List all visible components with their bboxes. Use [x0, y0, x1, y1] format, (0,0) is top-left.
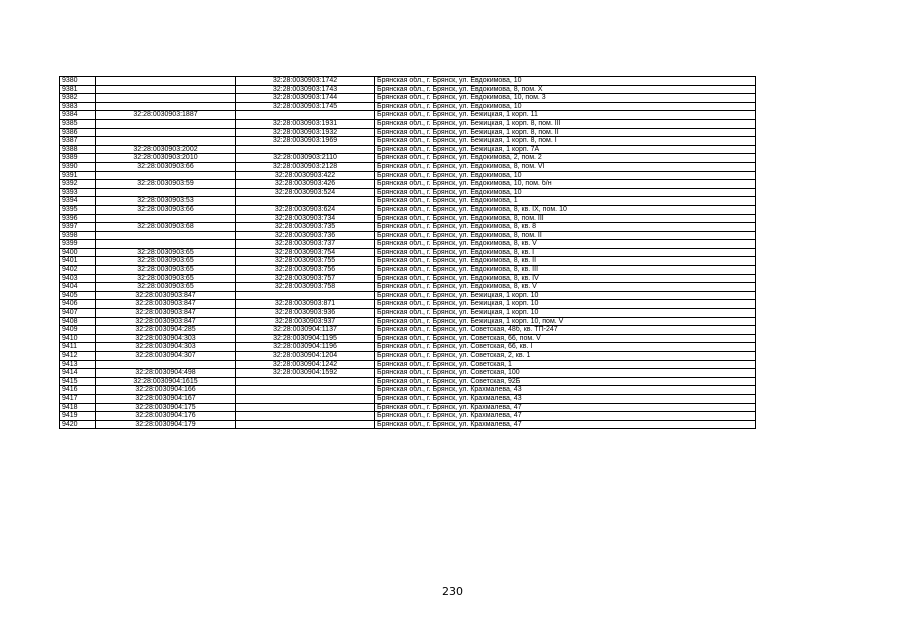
- table-row: [60, 77, 756, 86]
- row-number-cell: 9386: [60, 128, 96, 137]
- cadastral-number-cell: 32:28:0030903:2110: [236, 154, 375, 163]
- row-number-cell: 9408: [60, 317, 96, 326]
- parent-cadastral-number-cell: 32:28:0030903:2002: [96, 145, 236, 154]
- parent-cadastral-number-cell: 32:28:0030904:1615: [96, 377, 236, 386]
- table-row: [60, 283, 756, 292]
- parent-cadastral-number-cell: 32:28:0030903:65: [96, 283, 236, 292]
- row-number-cell: 9384: [60, 111, 96, 120]
- cadastral-number-cell: 32:28:0030903:871: [236, 300, 375, 309]
- table-row: [60, 197, 756, 206]
- row-number-cell: 9404: [60, 283, 96, 292]
- address-cell: Брянская обл., г. Брянск, ул. Бежицкая, 1 корп. 11: [375, 111, 756, 120]
- table-row: [60, 162, 756, 171]
- parent-cadastral-number-cell: [96, 188, 236, 197]
- page-number: 230: [442, 585, 463, 598]
- address-cell: Брянская обл., г. Брянск, ул. Бежицкая, 1 корп. 8, пом. III: [375, 119, 756, 128]
- row-number-cell: 9420: [60, 420, 96, 429]
- table-row: [60, 274, 756, 283]
- table-row: [60, 214, 756, 223]
- row-number-cell: 9419: [60, 412, 96, 421]
- table-row: [60, 102, 756, 111]
- parent-cadastral-number-cell: [96, 77, 236, 86]
- parent-cadastral-number-cell: 32:28:0030903:847: [96, 317, 236, 326]
- row-number-cell: 9411: [60, 343, 96, 352]
- address-cell: Брянская обл., г. Брянск, ул. Евдокимова, 8, кв. III: [375, 266, 756, 275]
- row-number-cell: 9401: [60, 257, 96, 266]
- address-cell: Брянская обл., г. Брянск, ул. Советская, 1: [375, 360, 756, 369]
- row-number-cell: 9393: [60, 188, 96, 197]
- cadastral-number-cell: 32:28:0030903:2128: [236, 162, 375, 171]
- address-cell: Брянская обл., г. Брянск, ул. Бежицкая, 1 корп. 10: [375, 300, 756, 309]
- address-cell: Брянская обл., г. Брянск, ул. Советская, 2, кв. 1: [375, 352, 756, 361]
- parent-cadastral-number-cell: [96, 240, 236, 249]
- cadastral-number-cell: 32:28:0030903:936: [236, 309, 375, 318]
- table-row: [60, 360, 756, 369]
- cadastral-number-cell: 32:28:0030903:1745: [236, 102, 375, 111]
- address-cell: Брянская обл., г. Брянск, ул. Крахмалева, 43: [375, 394, 756, 403]
- cadastral-number-cell: 32:28:0030903:422: [236, 171, 375, 180]
- parent-cadastral-number-cell: [96, 102, 236, 111]
- row-number-cell: 9395: [60, 205, 96, 214]
- table-row: [60, 377, 756, 386]
- row-number-cell: 9403: [60, 274, 96, 283]
- address-cell: Брянская обл., г. Брянск, ул. Советская, 66, пом. V: [375, 334, 756, 343]
- parent-cadastral-number-cell: 32:28:0030904:167: [96, 394, 236, 403]
- row-number-cell: 9416: [60, 386, 96, 395]
- table-row: [60, 394, 756, 403]
- parent-cadastral-number-cell: [96, 171, 236, 180]
- parent-cadastral-number-cell: [96, 94, 236, 103]
- address-cell: Брянская обл., г. Брянск, ул. Крахмалева, 47: [375, 403, 756, 412]
- address-cell: Брянская обл., г. Брянск, ул. Крахмалева, 47: [375, 420, 756, 429]
- parent-cadastral-number-cell: 32:28:0030904:303: [96, 334, 236, 343]
- cadastral-number-cell: 32:28:0030903:737: [236, 240, 375, 249]
- cadastral-number-cell: [236, 394, 375, 403]
- address-cell: Брянская обл., г. Брянск, ул. Евдокимова, 8, кв. IX, пом. 10: [375, 205, 756, 214]
- parent-cadastral-number-cell: 32:28:0030903:2010: [96, 154, 236, 163]
- parent-cadastral-number-cell: 32:28:0030904:175: [96, 403, 236, 412]
- address-cell: Брянская обл., г. Брянск, ул. Евдокимова, 8, кв. V: [375, 283, 756, 292]
- cadastral-number-cell: 32:28:0030903:757: [236, 274, 375, 283]
- table-row: [60, 334, 756, 343]
- address-cell: Брянская обл., г. Брянск, ул. Евдокимова, 10: [375, 188, 756, 197]
- table-row: [60, 300, 756, 309]
- address-cell: Брянская обл., г. Брянск, ул. Советская, 92Б: [375, 377, 756, 386]
- address-cell: Брянская обл., г. Брянск, ул. Евдокимова, 1: [375, 197, 756, 206]
- registry-table: [59, 76, 756, 429]
- cadastral-number-cell: 32:28:0030903:1969: [236, 137, 375, 146]
- parent-cadastral-number-cell: 32:28:0030904:303: [96, 343, 236, 352]
- address-cell: Брянская обл., г. Брянск, ул. Бежицкая, 1 корп. 10, пом. V: [375, 317, 756, 326]
- cadastral-number-cell: [236, 412, 375, 421]
- row-number-cell: 9415: [60, 377, 96, 386]
- table-row: [60, 386, 756, 395]
- row-number-cell: 9402: [60, 266, 96, 275]
- row-number-cell: 9406: [60, 300, 96, 309]
- cadastral-number-cell: 32:28:0030904:1592: [236, 369, 375, 378]
- parent-cadastral-number-cell: [96, 119, 236, 128]
- address-cell: Брянская обл., г. Брянск, ул. Евдокимова, 8, пом. VI: [375, 162, 756, 171]
- parent-cadastral-number-cell: [96, 360, 236, 369]
- cadastral-number-cell: 32:28:0030903:1743: [236, 85, 375, 94]
- address-cell: Брянская обл., г. Брянск, ул. Бежицкая, 1 корп. 7А: [375, 145, 756, 154]
- parent-cadastral-number-cell: [96, 85, 236, 94]
- row-number-cell: 9399: [60, 240, 96, 249]
- parent-cadastral-number-cell: 32:28:0030903:65: [96, 257, 236, 266]
- parent-cadastral-number-cell: 32:28:0030904:166: [96, 386, 236, 395]
- address-cell: Брянская обл., г. Брянск, ул. Советская, 66, кв. I: [375, 343, 756, 352]
- cadastral-number-cell: 32:28:0030904:1137: [236, 326, 375, 335]
- table-row: [60, 266, 756, 275]
- row-number-cell: 9412: [60, 352, 96, 361]
- parent-cadastral-number-cell: 32:28:0030904:176: [96, 412, 236, 421]
- parent-cadastral-number-cell: 32:28:0030903:66: [96, 205, 236, 214]
- row-number-cell: 9397: [60, 223, 96, 232]
- parent-cadastral-number-cell: 32:28:0030903:68: [96, 223, 236, 232]
- cadastral-number-cell: 32:28:0030903:1931: [236, 119, 375, 128]
- cadastral-number-cell: 32:28:0030904:1195: [236, 334, 375, 343]
- cadastral-number-cell: 32:28:0030903:1932: [236, 128, 375, 137]
- address-cell: Брянская обл., г. Брянск, ул. Евдокимова, 10: [375, 102, 756, 111]
- address-cell: Брянская обл., г. Брянск, ул. Евдокимова, 8, кв. II: [375, 257, 756, 266]
- cadastral-number-cell: [236, 420, 375, 429]
- cadastral-number-cell: 32:28:0030904:1204: [236, 352, 375, 361]
- parent-cadastral-number-cell: [96, 128, 236, 137]
- row-number-cell: 9398: [60, 231, 96, 240]
- row-number-cell: 9383: [60, 102, 96, 111]
- cadastral-number-cell: 32:28:0030903:624: [236, 205, 375, 214]
- parent-cadastral-number-cell: 32:28:0030904:307: [96, 352, 236, 361]
- parent-cadastral-number-cell: 32:28:0030903:65: [96, 266, 236, 275]
- table-row: [60, 309, 756, 318]
- table-row: [60, 369, 756, 378]
- parent-cadastral-number-cell: 32:28:0030903:65: [96, 274, 236, 283]
- address-cell: Брянская обл., г. Брянск, ул. Евдокимова, 8, пом. III: [375, 214, 756, 223]
- table-row: [60, 180, 756, 189]
- address-cell: Брянская обл., г. Брянск, ул. Евдокимова, 8, кв. I: [375, 248, 756, 257]
- parent-cadastral-number-cell: [96, 214, 236, 223]
- parent-cadastral-number-cell: [96, 231, 236, 240]
- cadastral-number-cell: 32:28:0030904:1242: [236, 360, 375, 369]
- table-row: [60, 171, 756, 180]
- table-row: [60, 291, 756, 300]
- table-row: [60, 188, 756, 197]
- table-row: [60, 111, 756, 120]
- row-number-cell: 9388: [60, 145, 96, 154]
- row-number-cell: 9396: [60, 214, 96, 223]
- table-row: [60, 145, 756, 154]
- cadastral-number-cell: 32:28:0030903:736: [236, 231, 375, 240]
- address-cell: Брянская обл., г. Брянск, ул. Евдокимова, 10: [375, 77, 756, 86]
- address-cell: Брянская обл., г. Брянск, ул. Евдокимова, 10: [375, 171, 756, 180]
- row-number-cell: 9389: [60, 154, 96, 163]
- address-cell: Брянская обл., г. Брянск, ул. Евдокимова, 10, пом. 3: [375, 94, 756, 103]
- cadastral-number-cell: 32:28:0030903:754: [236, 248, 375, 257]
- address-cell: Брянская обл., г. Брянск, ул. Евдокимова, 8, кв. 8: [375, 223, 756, 232]
- table-row: [60, 257, 756, 266]
- cadastral-number-cell: [236, 291, 375, 300]
- row-number-cell: 9382: [60, 94, 96, 103]
- table-row: [60, 128, 756, 137]
- table-row: [60, 231, 756, 240]
- row-number-cell: 9413: [60, 360, 96, 369]
- parent-cadastral-number-cell: 32:28:0030903:1887: [96, 111, 236, 120]
- row-number-cell: 9390: [60, 162, 96, 171]
- parent-cadastral-number-cell: 32:28:0030904:285: [96, 326, 236, 335]
- table-row: [60, 240, 756, 249]
- row-number-cell: 9385: [60, 119, 96, 128]
- address-cell: Брянская обл., г. Брянск, ул. Бежицкая, 1 корп. 10: [375, 291, 756, 300]
- address-cell: Брянская обл., г. Брянск, ул. Крахмалева, 47: [375, 412, 756, 421]
- address-cell: Брянская обл., г. Брянск, ул. Крахмалева, 43: [375, 386, 756, 395]
- cadastral-number-cell: 32:28:0030903:755: [236, 257, 375, 266]
- cadastral-number-cell: 32:28:0030903:734: [236, 214, 375, 223]
- row-number-cell: 9418: [60, 403, 96, 412]
- parent-cadastral-number-cell: 32:28:0030904:498: [96, 369, 236, 378]
- cadastral-number-cell: 32:28:0030903:937: [236, 317, 375, 326]
- table-row: [60, 317, 756, 326]
- row-number-cell: 9409: [60, 326, 96, 335]
- table-row: [60, 137, 756, 146]
- table-row: [60, 154, 756, 163]
- row-number-cell: 9400: [60, 248, 96, 257]
- row-number-cell: 9380: [60, 77, 96, 86]
- cadastral-number-cell: [236, 377, 375, 386]
- row-number-cell: 9410: [60, 334, 96, 343]
- row-number-cell: 9405: [60, 291, 96, 300]
- row-number-cell: 9381: [60, 85, 96, 94]
- table-row: [60, 248, 756, 257]
- address-cell: Брянская обл., г. Брянск, ул. Евдокимова, 8, кв. V: [375, 240, 756, 249]
- table-row: [60, 223, 756, 232]
- table-row: [60, 403, 756, 412]
- parent-cadastral-number-cell: [96, 137, 236, 146]
- address-cell: Брянская обл., г. Брянск, ул. Бежицкая, 1 корп. 8, пом. II: [375, 128, 756, 137]
- table-row: [60, 205, 756, 214]
- address-cell: Брянская обл., г. Брянск, ул. Евдокимова, 8, пом. II: [375, 231, 756, 240]
- parent-cadastral-number-cell: 32:28:0030904:179: [96, 420, 236, 429]
- parent-cadastral-number-cell: 32:28:0030903:66: [96, 162, 236, 171]
- parent-cadastral-number-cell: 32:28:0030903:53: [96, 197, 236, 206]
- address-cell: Брянская обл., г. Брянск, ул. Советская, 100: [375, 369, 756, 378]
- address-cell: Брянская обл., г. Брянск, ул. Бежицкая, 1 корп. 8, пом. I: [375, 137, 756, 146]
- cadastral-number-cell: [236, 145, 375, 154]
- cadastral-number-cell: 32:28:0030903:758: [236, 283, 375, 292]
- row-number-cell: 9407: [60, 309, 96, 318]
- table-row: [60, 85, 756, 94]
- row-number-cell: 9417: [60, 394, 96, 403]
- table-row: [60, 352, 756, 361]
- table-row: [60, 119, 756, 128]
- address-cell: Брянская обл., г. Брянск, ул. Евдокимова, 8, кв. IV: [375, 274, 756, 283]
- parent-cadastral-number-cell: 32:28:0030903:847: [96, 291, 236, 300]
- cadastral-number-cell: 32:28:0030903:735: [236, 223, 375, 232]
- cadastral-number-cell: 32:28:0030904:1196: [236, 343, 375, 352]
- registry-table-body: [60, 77, 756, 429]
- row-number-cell: 9387: [60, 137, 96, 146]
- table-row: [60, 343, 756, 352]
- row-number-cell: 9391: [60, 171, 96, 180]
- table-row: [60, 326, 756, 335]
- cadastral-number-cell: 32:28:0030903:1744: [236, 94, 375, 103]
- cadastral-number-cell: 32:28:0030903:756: [236, 266, 375, 275]
- parent-cadastral-number-cell: 32:28:0030903:847: [96, 300, 236, 309]
- row-number-cell: 9394: [60, 197, 96, 206]
- cadastral-number-cell: [236, 403, 375, 412]
- row-number-cell: 9414: [60, 369, 96, 378]
- cadastral-number-cell: [236, 111, 375, 120]
- table-row: [60, 412, 756, 421]
- parent-cadastral-number-cell: 32:28:0030903:65: [96, 248, 236, 257]
- table-row: [60, 94, 756, 103]
- cadastral-number-cell: 32:28:0030903:524: [236, 188, 375, 197]
- parent-cadastral-number-cell: 32:28:0030903:847: [96, 309, 236, 318]
- parent-cadastral-number-cell: 32:28:0030903:59: [96, 180, 236, 189]
- address-cell: Брянская обл., г. Брянск, ул. Евдокимова, 10, пом. б/н: [375, 180, 756, 189]
- row-number-cell: 9392: [60, 180, 96, 189]
- cadastral-number-cell: [236, 386, 375, 395]
- cadastral-number-cell: 32:28:0030903:1742: [236, 77, 375, 86]
- address-cell: Брянская обл., г. Брянск, ул. Бежицкая, 1 корп. 10: [375, 309, 756, 318]
- cadastral-number-cell: [236, 197, 375, 206]
- cadastral-number-cell: 32:28:0030903:426: [236, 180, 375, 189]
- address-cell: Брянская обл., г. Брянск, ул. Советская, 48б, кв. ТП-247: [375, 326, 756, 335]
- address-cell: Брянская обл., г. Брянск, ул. Евдокимова, 8, пом. X: [375, 85, 756, 94]
- table-row: [60, 420, 756, 429]
- address-cell: Брянская обл., г. Брянск, ул. Евдокимова, 2, пом. 2: [375, 154, 756, 163]
